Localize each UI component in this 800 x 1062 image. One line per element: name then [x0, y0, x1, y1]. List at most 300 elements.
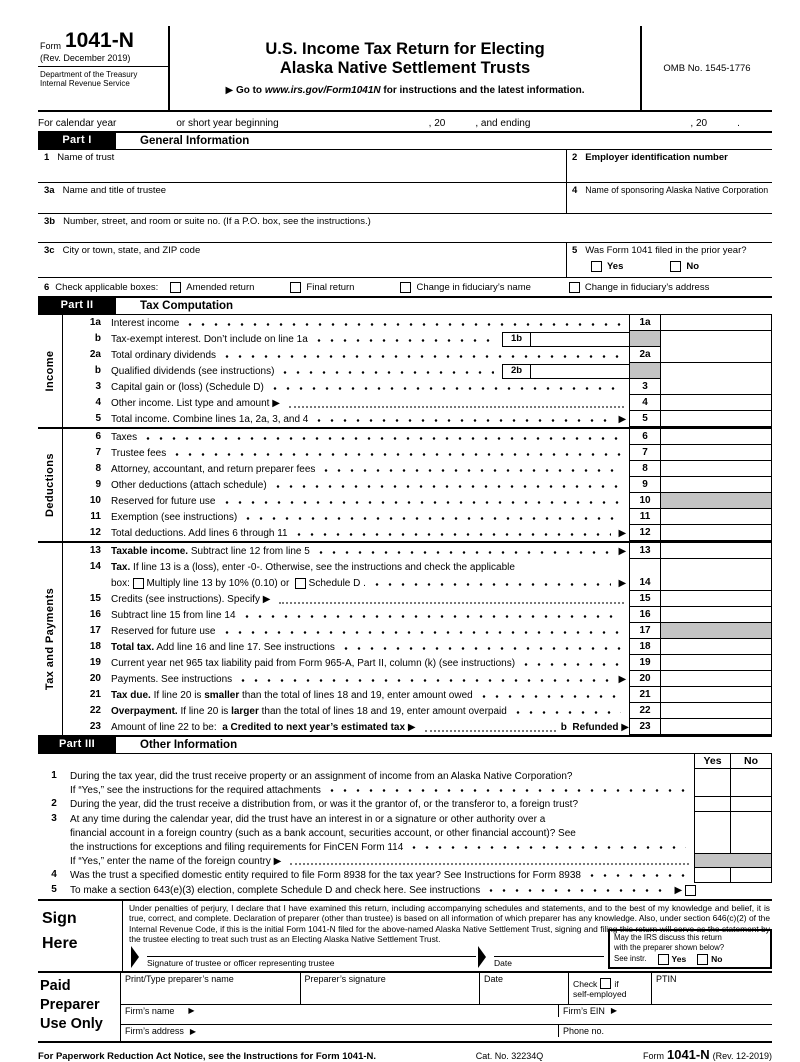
label-text: Total deductions. Add lines 6 through 11 [111, 527, 288, 539]
label-text: Add line 16 and line 17. See instructions [154, 641, 335, 653]
field-3a-number: 3a [44, 185, 55, 196]
prior-year-no-checkbox[interactable] [670, 261, 681, 272]
line-number: 12 [89, 527, 101, 538]
irs-discuss-box [608, 929, 772, 969]
form-line-text [70, 826, 694, 840]
part3-bar [38, 737, 772, 754]
inline-amount-box [502, 364, 629, 379]
dot-leaders [273, 386, 621, 391]
label-text: If line 20 is [150, 689, 205, 701]
name-of-trust-field[interactable] [38, 150, 566, 182]
label-text: Overpayment. [111, 705, 178, 717]
label-text: ▶ [262, 593, 271, 605]
form-line-text [111, 559, 629, 575]
preparer-date-field[interactable] [479, 973, 568, 1004]
label-text: During the tax year, did the trust receive property or an assignment of income from an Alaska Native Corporation? [70, 770, 573, 782]
label-text: the instructions for exceptions and filing requirements for FinCEN Form 114 [70, 841, 404, 853]
no-answer-cell[interactable] [730, 868, 772, 883]
line-number: 14 [89, 561, 101, 572]
part2-line-20 [63, 671, 772, 687]
line-number: 7 [95, 447, 101, 458]
dot-leaders [482, 694, 621, 699]
footer-form-word: Form [642, 1051, 664, 1061]
yes-answer-cell[interactable] [694, 797, 730, 812]
field-6-label: Check applicable boxes: [55, 281, 159, 293]
firm-address-field[interactable] [121, 1025, 558, 1037]
line-number-box: 18 [629, 639, 660, 655]
amount-entry-17 [660, 623, 772, 639]
line-number: 2a [89, 349, 101, 360]
form-line-text [70, 797, 694, 811]
sign-label-2: Here [42, 934, 78, 952]
trustee-name-field[interactable] [38, 183, 566, 213]
part2-line-7 [63, 445, 772, 461]
line-number-box: 12 [629, 525, 660, 541]
checkbox-label: Change in fiduciary’s name [416, 281, 531, 293]
line-number-box [629, 331, 660, 347]
firm-address-label: Firm’s address [125, 1026, 184, 1037]
amount-entry-19[interactable] [660, 655, 772, 671]
form-line-text [70, 868, 694, 882]
part1-title: General Information [140, 135, 250, 147]
part2-line-5 [63, 411, 772, 427]
dot-leaders [245, 614, 621, 619]
label-text: Trustee fees [111, 447, 167, 459]
form-line-text [111, 671, 629, 687]
line-number: 10 [89, 495, 101, 506]
phone-field[interactable] [558, 1025, 772, 1037]
line-number: 16 [89, 609, 101, 620]
amount-entry-18[interactable] [660, 639, 772, 655]
phone-label: Phone no. [563, 1026, 605, 1037]
form-title-line2: Alaska Native Settlement Trusts [279, 59, 531, 77]
yes-no-header-row [38, 754, 772, 769]
label-text: ▶ [618, 545, 629, 557]
part3-title: Other Information [140, 739, 238, 751]
line-number-box: 16 [629, 607, 660, 623]
discuss-no-label: No [711, 953, 723, 964]
line-number: b [94, 365, 101, 376]
part2-tax-computation [38, 315, 772, 737]
footer-revision: (Rev. 12-2019) [712, 1051, 772, 1061]
form-footer [38, 1043, 772, 1062]
irs-discuss-line1: May the IRS discuss this return [614, 932, 722, 942]
part3-label: Part III [38, 737, 116, 753]
line-number-box: 1a [629, 315, 660, 331]
date-line[interactable] [494, 945, 604, 957]
label-text: Taxable income. [111, 545, 189, 557]
question-number: 3 [51, 813, 57, 824]
label-text: Tax-exempt interest. Don’t include on line 1a [111, 333, 308, 345]
checkbox-label: Amended return [186, 281, 255, 293]
footer-form-number: 1041-N [666, 1047, 710, 1062]
preparer-signature-field[interactable] [300, 973, 480, 1004]
irs-discuss-line2: with the preparer shown below? [614, 942, 725, 952]
form-line-text [111, 575, 629, 591]
signature-date-field[interactable] [494, 945, 604, 968]
firm-address-arrow-icon: ▶ [189, 1026, 197, 1036]
question-number: 1 [51, 770, 57, 781]
yes-answer-cell[interactable] [694, 812, 730, 854]
part2-band-deductions [38, 429, 772, 543]
line-number: 9 [95, 479, 101, 490]
write-in-line[interactable] [279, 602, 624, 604]
date-caption: Date [494, 958, 512, 968]
discuss-no-checkbox[interactable] [697, 954, 708, 965]
preparer-name-field[interactable] [121, 973, 300, 1004]
label-text: Capital gain or (loss) (Schedule D) [111, 381, 264, 393]
and-ending-label: , and ending [475, 118, 531, 129]
form-line-text [70, 769, 694, 783]
label-text: Taxes [111, 431, 138, 443]
amount-entry-9[interactable] [660, 477, 772, 493]
yes-label: Yes [607, 261, 624, 272]
amount-entry-23[interactable] [660, 719, 772, 735]
line-number-box: 4 [629, 395, 660, 411]
line-number-box: 10 [629, 493, 660, 509]
label-text: financial account in a foreign country (such as a bank account, securities account, or other financial account)? See [70, 827, 576, 839]
amount-entry-12[interactable] [660, 525, 772, 541]
no-answer-cell[interactable] [730, 812, 772, 854]
side-label [38, 429, 63, 541]
amount-entry-b[interactable] [660, 363, 772, 379]
write-in-line[interactable] [289, 406, 624, 408]
inline-amount-box [502, 332, 629, 347]
form-line-text [111, 607, 629, 623]
form-line-text [111, 445, 629, 461]
amount-entry-6[interactable] [660, 429, 772, 445]
amount-entry-22[interactable] [660, 703, 772, 719]
discuss-yes-checkbox[interactable] [658, 954, 669, 965]
street-address-field[interactable] [38, 214, 772, 242]
part2-line-23 [63, 719, 772, 735]
part2-line-11 [63, 509, 772, 525]
form-line-text [70, 883, 696, 897]
label-text: ▶ [618, 527, 629, 539]
form-line-text [111, 315, 629, 331]
line-number-box: 5 [629, 411, 660, 427]
form-identity-block [38, 26, 168, 110]
line-number: 6 [95, 431, 101, 442]
amount-entry-4[interactable] [660, 395, 772, 411]
amount-entry-13[interactable] [660, 543, 772, 559]
checkbox[interactable] [295, 578, 306, 589]
label-text: Total ordinary dividends [111, 349, 217, 361]
part3-question-3 [38, 812, 772, 854]
yes-answer-cell[interactable] [694, 868, 730, 883]
no-answer-cell[interactable] [730, 769, 772, 797]
form-line-text [111, 411, 629, 427]
filing-status-option [170, 282, 254, 293]
line-number: 21 [89, 689, 101, 700]
firm-name-label: Firm’s name [125, 1005, 175, 1016]
part2-line-13 [63, 543, 772, 559]
form-line-text [111, 477, 629, 493]
write-in-line[interactable] [425, 730, 556, 732]
line-number-box: 20 [629, 671, 660, 687]
signature-line[interactable] [147, 945, 476, 957]
part2-line-9 [63, 477, 772, 493]
form-1041-prior-year-field [566, 243, 772, 277]
dot-leaders [188, 322, 621, 327]
form-revision: (Rev. December 2019) [38, 51, 168, 67]
part2-label: Part II [38, 298, 116, 314]
label-text: Other deductions (attach schedule) [111, 479, 267, 491]
label-text: Total tax. [111, 641, 155, 653]
amount-entry-7[interactable] [660, 445, 772, 461]
label-text: ▶ [618, 413, 629, 425]
form-word: Form [40, 40, 61, 51]
dot-leaders [225, 630, 622, 635]
label-text: a [222, 721, 231, 733]
checkbox[interactable] [569, 282, 580, 293]
line-number-box: 8 [629, 461, 660, 477]
checkbox[interactable] [170, 282, 181, 293]
amount-entry-2a[interactable] [660, 347, 772, 363]
checkbox-label: Change in fiduciary’s address [584, 281, 710, 293]
part2-title: Tax Computation [140, 300, 234, 312]
part2-bar [38, 298, 772, 315]
part2-line-22 [63, 703, 772, 719]
checkbox[interactable] [400, 282, 411, 293]
city-state-zip-field[interactable] [38, 243, 566, 277]
self-employed-checkbox[interactable] [600, 978, 611, 989]
label-text: Total income. Combine lines 1a, 2a, 3, and 4 [111, 413, 309, 425]
no-answer-cell[interactable] [730, 797, 772, 812]
label-text: Credited to next year’s estimated tax ▶ [230, 721, 416, 733]
short-year-beginning-label: or short year beginning [176, 118, 279, 129]
line-number-box [629, 363, 660, 379]
field-5-number: 5 [572, 245, 578, 256]
field-2-label: Employer identification number [585, 152, 728, 163]
dot-leaders [175, 452, 621, 457]
question-number: 2 [51, 798, 57, 809]
amount-entry-15[interactable] [660, 591, 772, 607]
question-number [38, 854, 70, 868]
part2-line-b [63, 331, 772, 347]
dot-leaders [319, 550, 611, 555]
sponsoring-corporation-field[interactable] [567, 183, 772, 196]
line-number-box: 2a [629, 347, 660, 363]
amount-entry-8[interactable] [660, 461, 772, 477]
label-text: Reserved for future use [111, 625, 216, 637]
firm-ein-field[interactable] [558, 1005, 772, 1017]
label-text: ▶ [273, 855, 282, 867]
firm-name-field[interactable] [121, 1005, 558, 1017]
amount-entry-3[interactable] [660, 379, 772, 395]
label-text: Exemption (see instructions) [111, 511, 238, 523]
form-line-text [111, 655, 629, 671]
inline-amount-entry[interactable] [531, 365, 629, 378]
amount-entry-1a[interactable] [660, 315, 772, 331]
form-line-text [111, 543, 629, 559]
signature-arrow-icon [131, 946, 139, 968]
label-text: Other income. List type and amount [111, 397, 273, 409]
label-text: Subtract line 15 from line 14 [111, 609, 236, 621]
line-number: b [94, 333, 101, 344]
form-line-text [70, 854, 694, 868]
field-3c-number: 3c [44, 245, 55, 256]
side-label-text: Deductions [44, 453, 56, 517]
dot-leaders [225, 500, 622, 505]
line-number: 20 [89, 673, 101, 684]
prior-year-yes-checkbox[interactable] [591, 261, 602, 272]
form-line-text [111, 639, 629, 655]
trustee-signature-field[interactable] [147, 945, 476, 968]
field-5-label: Was Form 1041 filed in the prior year? [585, 245, 747, 256]
goto-instructions [170, 85, 640, 96]
amount-entry-21[interactable] [660, 687, 772, 703]
part2-line-8 [63, 461, 772, 477]
form-line-text [70, 812, 694, 826]
inline-box-number: 2b [503, 365, 531, 378]
dot-leaders [246, 516, 621, 521]
dot-leaders [146, 436, 621, 441]
dot-leaders [276, 484, 621, 489]
ending-year-20: , 20 [690, 118, 708, 129]
label-text: During the year, did the trust receive a distribution from, or was it the grantor of, or the transferor to, a foreign trust? [70, 798, 579, 810]
preparer-label-3: Use Only [40, 1015, 103, 1032]
paperwork-notice: For Paperwork Reduction Act Notice, see the Instructions for Form 1041-N. [38, 1051, 377, 1062]
part2-band-tax-and-payments [38, 543, 772, 737]
label-text: ▶ [272, 397, 280, 409]
part2-line-16 [63, 607, 772, 623]
yes-column-header: Yes [694, 754, 730, 769]
ein-field[interactable] [567, 150, 772, 163]
label-text: Qualified dividends (see instructions) [111, 365, 275, 377]
dot-leaders [317, 338, 494, 343]
form-line-text [111, 509, 629, 525]
preparer-label-1: Paid [40, 978, 71, 994]
part3-question-2 [38, 797, 772, 812]
label-text: than the total of lines 18 and 19, enter amount overpaid [258, 705, 507, 717]
line-number-box: 17 [629, 623, 660, 639]
form-line-text [111, 687, 629, 703]
part2-line-10 [63, 493, 772, 509]
part2-line-15 [63, 591, 772, 607]
amount-entry-14[interactable] [660, 559, 772, 591]
checkbox[interactable] [133, 578, 144, 589]
form-line-text [111, 363, 629, 379]
preparer-signature-label: Preparer’s signature [304, 974, 386, 984]
label-text: Attorney, accountant, and return preparer fees [111, 463, 316, 475]
field-4-number: 4 [572, 185, 578, 196]
label-text: Amount of line 22 to be: [111, 721, 223, 733]
label-text: At any time during the calendar year, did the trust have an interest in or a signature or other authority over a [70, 813, 546, 825]
checkbox-label: Final return [306, 281, 355, 293]
check-label: Check [573, 978, 598, 989]
amount-entry-5[interactable] [660, 411, 772, 427]
dot-leaders [324, 468, 621, 473]
line-number-box: 6 [629, 429, 660, 445]
part2-line-2a [63, 347, 772, 363]
preparer-name-label: Print/Type preparer’s name [125, 974, 234, 984]
form-title-line1: U.S. Income Tax Return for Electing [265, 39, 545, 58]
sign-label-1: Sign [42, 910, 77, 927]
field-1-label: Name of trust [57, 152, 115, 163]
part2-line-b [63, 363, 772, 379]
label-text: To make a section 643(e)(3) election, complete Schedule D and check here. See instructions [70, 884, 481, 896]
line-number-box: 13 [629, 543, 660, 559]
dot-leaders [590, 873, 686, 878]
question-number: 4 [51, 869, 57, 880]
write-in-line[interactable] [290, 863, 689, 865]
amount-entry-11[interactable] [660, 509, 772, 525]
checkbox[interactable] [685, 885, 696, 896]
amount-entry-10 [660, 493, 772, 509]
inline-box-number: 1b [503, 333, 531, 346]
line-number: 4 [95, 397, 101, 408]
preparer-date-label: Date [484, 974, 504, 984]
side-label-text: Tax and Payments [44, 587, 56, 691]
checkbox[interactable] [290, 282, 301, 293]
line-number-box: 14 [629, 559, 660, 591]
inline-amount-entry[interactable] [531, 333, 629, 346]
no-label: No [686, 261, 700, 272]
amount-entry-20[interactable] [660, 671, 772, 687]
reserved-shaded-cell [694, 854, 772, 868]
form-line-text [111, 623, 629, 639]
label-text: Current year net 965 tax liability paid from Form 965-A, Part II, column (k) (see instructions) [111, 657, 516, 669]
line-number: 3 [95, 381, 101, 392]
part1-bar [38, 133, 772, 150]
label-text: If “Yes,” see the instructions for the required attachments [70, 784, 321, 796]
part2-line-3 [63, 379, 772, 395]
line-number: 11 [90, 511, 101, 522]
omb-number: OMB No. 1545-1776 [663, 62, 751, 74]
label-text: larger [231, 705, 259, 717]
line-number: 8 [95, 463, 101, 474]
form-line-text [111, 493, 629, 509]
irs-url[interactable]: www.irs.gov/Form1041N [264, 85, 381, 97]
part3-question-foreign-country [38, 854, 772, 868]
line-number-box: 15 [629, 591, 660, 607]
amount-entry-b[interactable] [660, 331, 772, 347]
part3-question-5 [38, 883, 772, 899]
form-line-text [111, 331, 629, 347]
perjury-statement: Under penalties of perjury, I declare that I have examined this return, including accompanying schedules and statements, and to the best of my knowledge and belief, it is true, correct, and complete. Declaration of preparer (other than trustee) is based on all information of which preparer has any knowledge. Also, under section 646(c)(2) of the Internal Revenue Code, if this is the initial Form 1041-N filed for the above-named Alaska Native Settlement Trust, signing and filing this return will serve as the statement by the trustee electing to treat such trust as an Electing Alaska Native Settlement Trust. [129, 903, 770, 945]
self-employed-label: self-employed [573, 989, 627, 999]
part3-question-1 [38, 769, 772, 797]
label-text: smaller [204, 689, 240, 701]
question-number: 5 [51, 884, 57, 895]
line-number: 22 [89, 705, 101, 716]
line-number-box: 11 [629, 509, 660, 525]
goto-arrow-icon: ▶ Go to [225, 85, 265, 97]
part2-line-4 [63, 395, 772, 411]
form-line-text [111, 719, 629, 735]
field-3a-label: Name and title of trustee [62, 185, 167, 196]
field-3c-label: City or town, state, and ZIP code [62, 245, 201, 256]
line-number: 15 [89, 593, 101, 604]
part2-line-14 [63, 559, 772, 591]
preparer-label-2: Preparer [40, 996, 100, 1013]
form-title-block [168, 26, 642, 110]
line-number-box: 9 [629, 477, 660, 493]
ptin-field[interactable] [651, 973, 772, 1004]
field-1-number: 1 [44, 152, 50, 163]
label-text: Tax. [111, 561, 131, 573]
form-line-text [111, 703, 629, 719]
goto-suffix: for instructions and the latest information. [380, 85, 585, 97]
part2-band-income [38, 315, 772, 429]
label-text: b Refunded ▶ [560, 721, 629, 733]
dot-leaders [344, 646, 621, 651]
yes-answer-cell[interactable] [694, 769, 730, 797]
dot-leaders [317, 418, 610, 423]
firm-ein-label: Firm’s EIN [563, 1005, 605, 1016]
amount-entry-16[interactable] [660, 607, 772, 623]
